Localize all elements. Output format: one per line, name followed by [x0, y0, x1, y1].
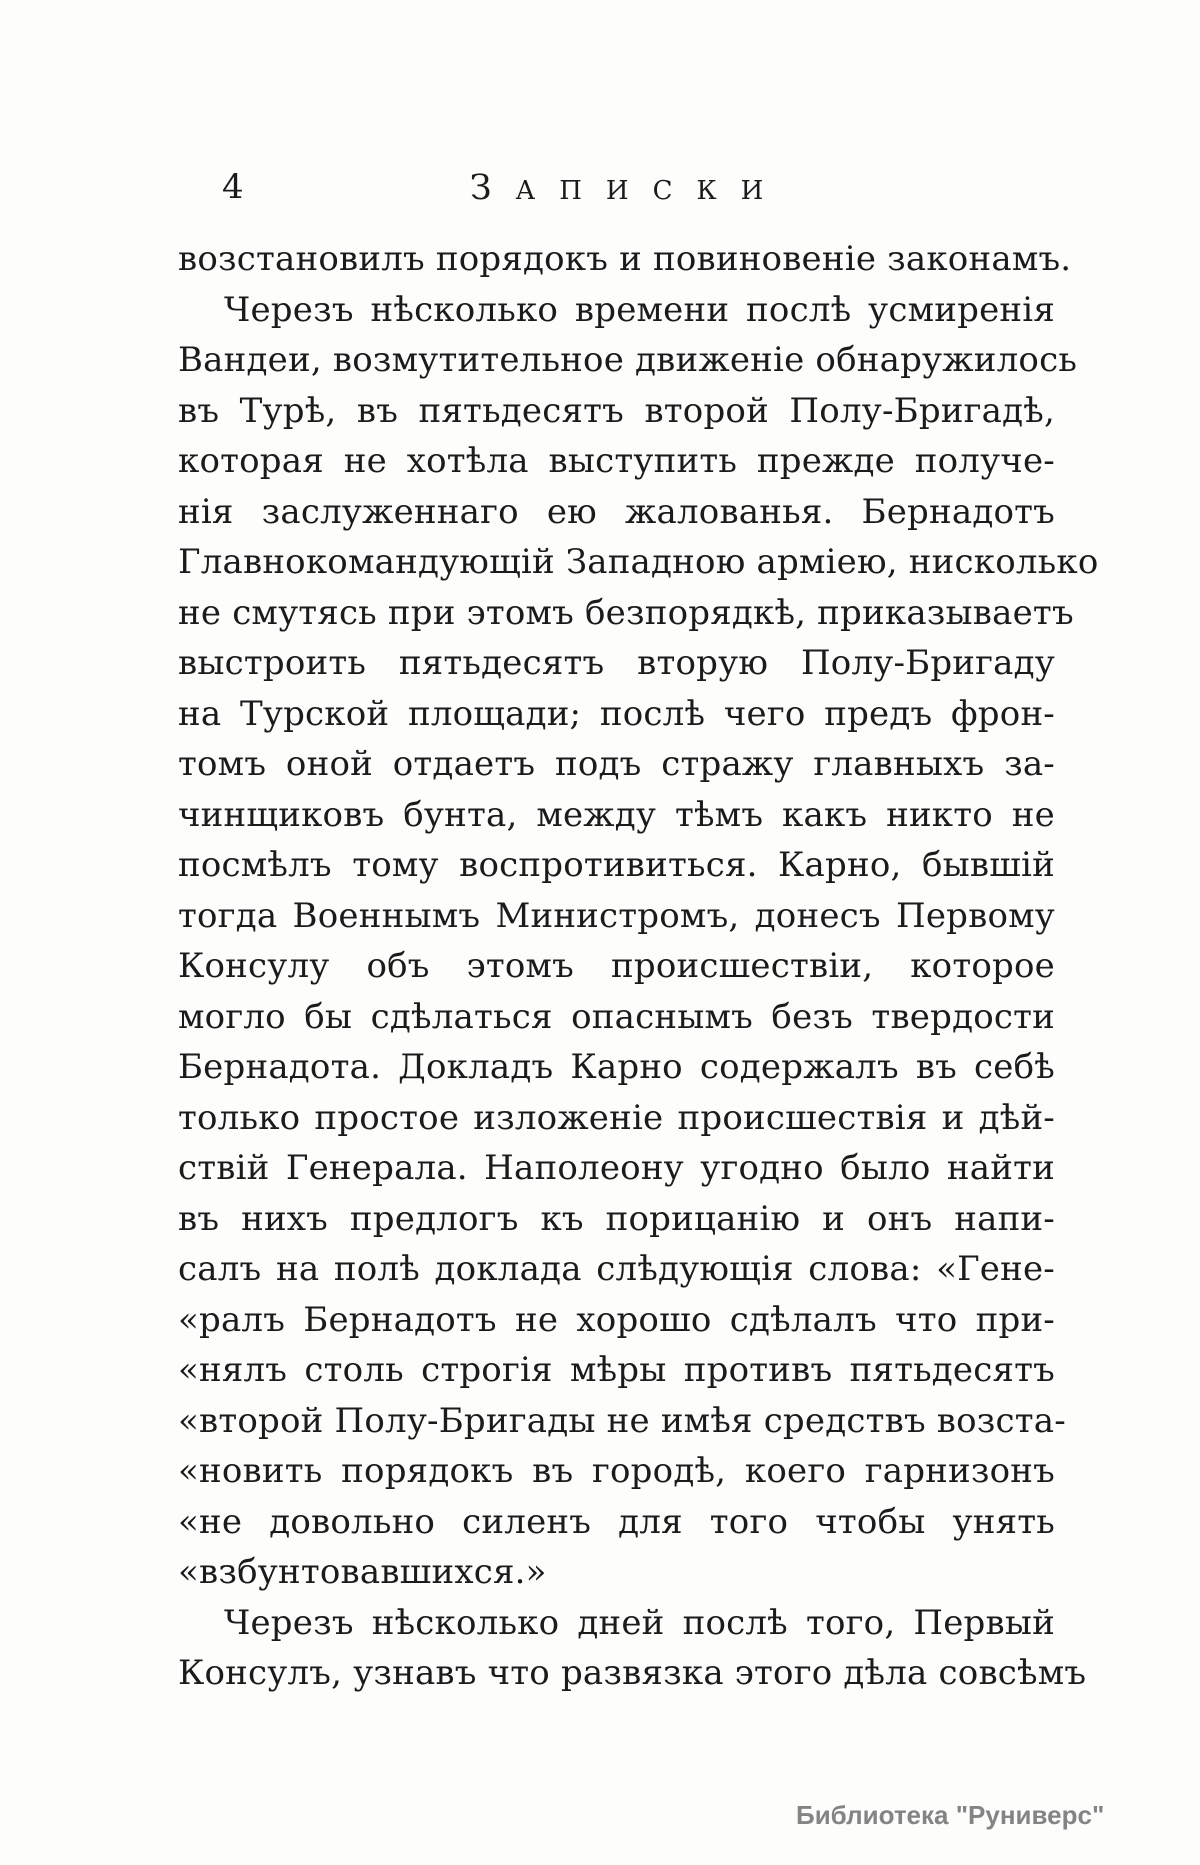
text-line: посмѣлъ тому воспротивиться. Карно, бывшій	[178, 845, 1055, 885]
text-line: Консулъ, узнавъ что развязка этого дѣла совсѣмъ	[178, 1653, 1087, 1693]
text-line: выстроить пятьдесятъ вторую Полу-Бригаду	[178, 643, 1055, 683]
text-line: возстановилъ порядокъ и повиновеніе законамъ.	[178, 239, 1072, 279]
text-line: не смутясь при этомъ безпорядкѣ, приказываетъ	[178, 592, 1074, 633]
text-line: только простое изложеніе происшествія и дѣй-	[178, 1097, 1055, 1138]
running-title: ЗАПИСКИ	[469, 168, 788, 208]
text-line: «не довольно силенъ для того чтобы унять	[178, 1501, 1055, 1542]
text-line: «ралъ Бернадотъ не хорошо сдѣлалъ что при-	[178, 1299, 1055, 1340]
text-line: въ нихъ предлогъ къ порицанію и онъ напи-	[178, 1198, 1055, 1239]
text-line: на Турской площади; послѣ чего предъ фрон-	[178, 693, 1055, 734]
text-line: Черезъ нѣсколько времени послѣ усмиренія	[224, 289, 1055, 330]
text-line: нія заслуженнаго ею жалованья. Бернадотъ	[178, 491, 1055, 532]
text-line: «новить порядокъ въ городѣ, коего гарнизонъ	[178, 1451, 1055, 1491]
text-line: томъ оной отдаетъ подъ стражу главныхъ за-	[178, 744, 1055, 784]
text-line: «взбунтовавшихся.»	[178, 1552, 547, 1592]
text-line: тогда Военнымъ Министромъ, донесъ Первому	[178, 895, 1055, 936]
library-watermark: Библиотека "Руниверс"	[796, 1800, 1105, 1830]
text-line: Консулу объ этомъ происшествіи, которое	[178, 946, 1055, 986]
text-line: въ Турѣ, въ пятьдесятъ второй Полу-Бригадѣ,	[178, 390, 1055, 431]
text-line: Бернадота. Докладъ Карно содержалъ въ себѣ	[178, 1047, 1055, 1087]
text-line: могло бы сдѣлаться опаснымъ безъ твердости	[178, 996, 1055, 1037]
text-line: салъ на полѣ доклада слѣдующія слова: «Гене-	[178, 1249, 1055, 1289]
page-number: 4	[222, 167, 244, 207]
text-line: ствій Генерала. Наполеону угодно было найти	[178, 1148, 1055, 1188]
text-line: «второй Полу-Бригады не имѣя средствъ возста-	[178, 1400, 1066, 1441]
text-line: чинщиковъ бунта, между тѣмъ какъ никто не	[178, 794, 1055, 835]
text-line: которая не хотѣла выступить прежде получе-	[178, 441, 1055, 481]
text-line: Главнокомандующій Западною арміею, нисколько	[178, 542, 1099, 582]
running-header	[178, 168, 1055, 208]
text-line: Вандеи, возмутительное движеніе обнаружилось	[178, 340, 1078, 380]
page-text-block	[178, 234, 1099, 1699]
text-line: Черезъ нѣсколько дней послѣ того, Первый	[224, 1602, 1055, 1643]
text-line: «нялъ столь строгія мѣры противъ пятьдесятъ	[178, 1350, 1055, 1390]
